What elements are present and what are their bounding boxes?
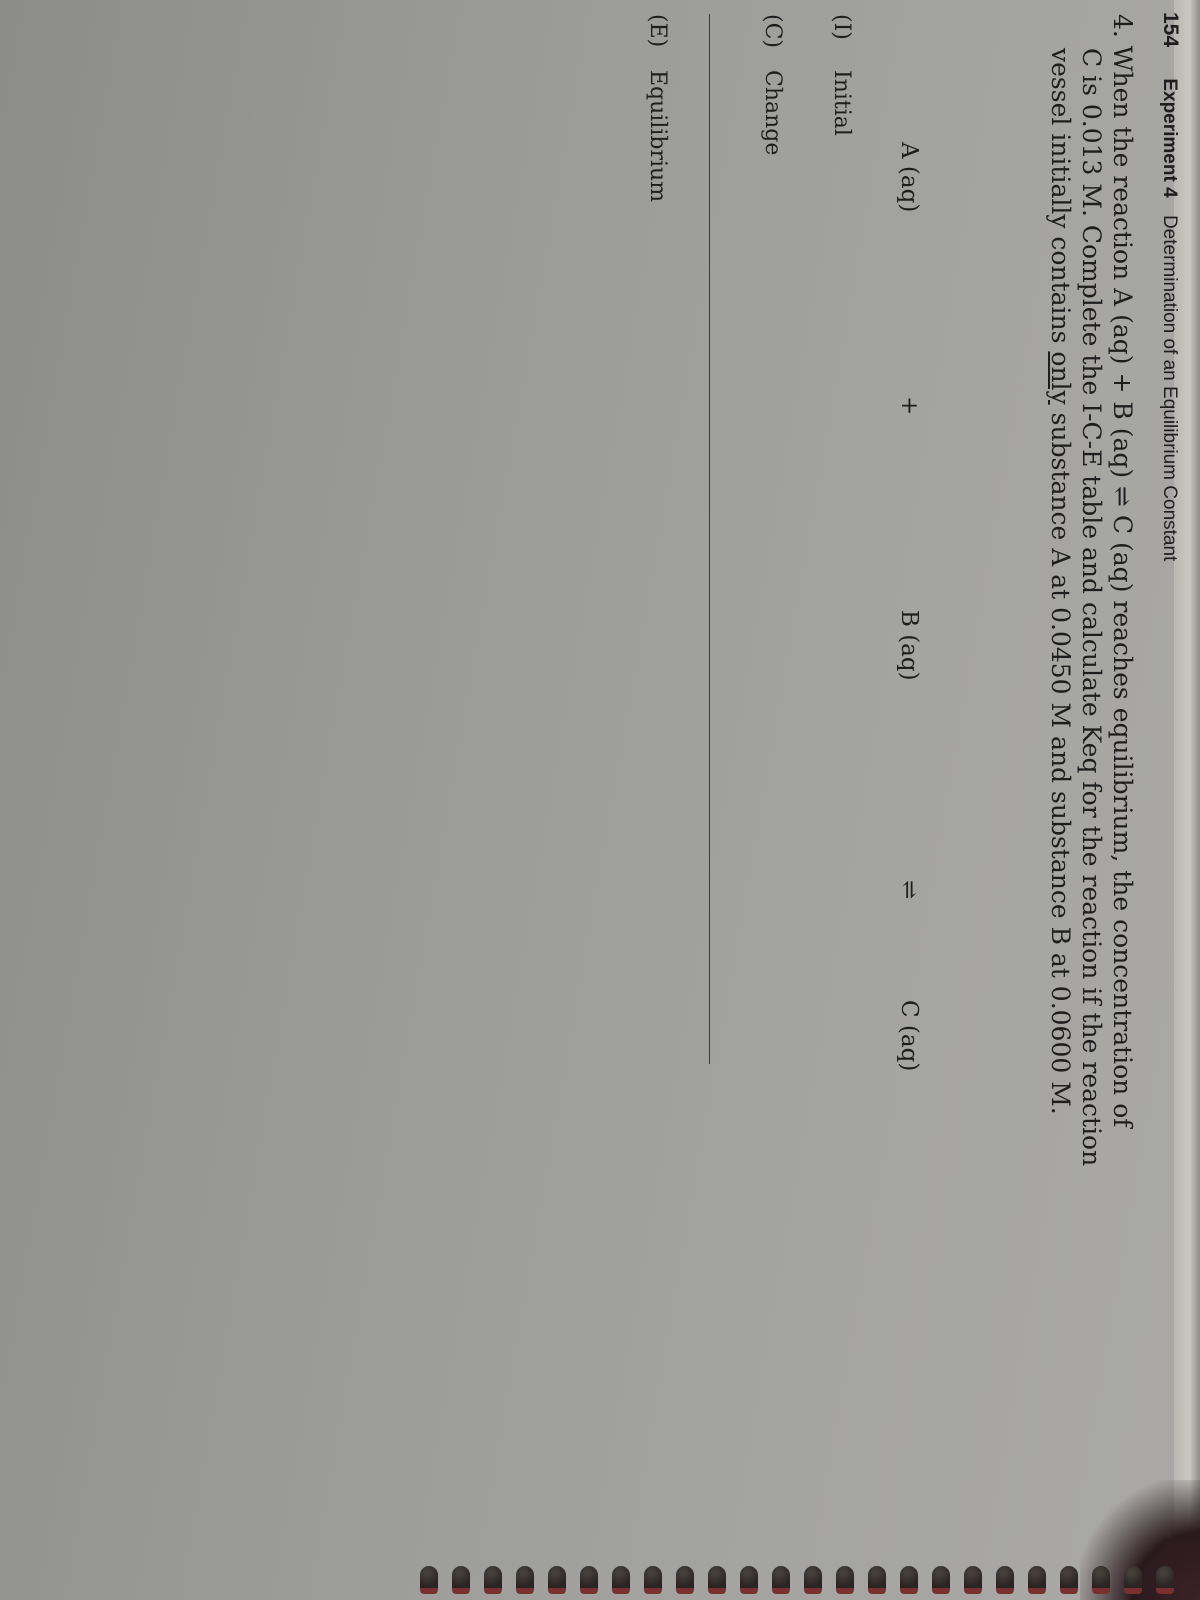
change-row-label: Change bbox=[760, 70, 785, 156]
spiral-coil bbox=[772, 1566, 790, 1594]
spiral-coil bbox=[676, 1566, 694, 1594]
change-row-code: (C) bbox=[760, 14, 785, 48]
spiral-binding bbox=[420, 1566, 1200, 1600]
product-c-header: C (aq) bbox=[896, 1000, 922, 1072]
page-header bbox=[1158, 12, 1182, 561]
equilibrium-arrow: ⇌ bbox=[896, 880, 922, 900]
spiral-coil bbox=[548, 1566, 566, 1594]
spiral-coil bbox=[644, 1566, 662, 1594]
reactant-a-header: A (aq) bbox=[896, 142, 922, 213]
page-number: 154 bbox=[1159, 12, 1182, 48]
spiral-coil bbox=[516, 1566, 534, 1594]
spiral-coil bbox=[868, 1566, 886, 1594]
spiral-coil bbox=[900, 1566, 918, 1594]
spiral-coil bbox=[452, 1566, 470, 1594]
equilibrium-row-label: Equilibrium bbox=[645, 70, 670, 203]
spiral-coil bbox=[580, 1566, 598, 1594]
spiral-coil bbox=[964, 1566, 982, 1594]
spiral-coil bbox=[484, 1566, 502, 1594]
spiral-coil bbox=[932, 1566, 950, 1594]
section-label: Experiment 4 bbox=[1159, 78, 1180, 198]
spiral-coil bbox=[1124, 1566, 1142, 1594]
initial-row-code: (I) bbox=[829, 14, 854, 40]
worksheet-page bbox=[110, 0, 1200, 1500]
spiral-coil bbox=[708, 1566, 726, 1594]
plus-sign: + bbox=[896, 396, 922, 416]
spiral-coil bbox=[1156, 1566, 1174, 1594]
equilibrium-row-code: (E) bbox=[645, 14, 670, 48]
problem-line-1: 4. When the reaction A (aq) + B (aq) ⇌ C (aq) reaches equilibrium, the concentration of bbox=[1108, 14, 1137, 1128]
problem-line-3-start: vessel initially contains bbox=[1046, 48, 1075, 352]
problem-statement bbox=[1045, 14, 1138, 1167]
spiral-coil bbox=[1092, 1566, 1110, 1594]
problem-line-3-end: substance A at 0.0450 M and substance B at 0.0600 M. bbox=[1046, 404, 1075, 1115]
spiral-coil bbox=[612, 1566, 630, 1594]
table-divider-line bbox=[709, 14, 710, 1064]
spiral-coil bbox=[804, 1566, 822, 1594]
spiral-coil bbox=[836, 1566, 854, 1594]
emphasized-word: only bbox=[1046, 351, 1075, 405]
problem-line-3 bbox=[1045, 14, 1076, 1115]
spiral-coil bbox=[1060, 1566, 1078, 1594]
spiral-coil bbox=[1028, 1566, 1046, 1594]
initial-row-label: Initial bbox=[829, 70, 854, 136]
section-title: Determination of an Equilibrium Constant bbox=[1159, 214, 1180, 562]
spiral-coil bbox=[996, 1566, 1014, 1594]
spiral-coil bbox=[740, 1566, 758, 1594]
reactant-b-header: B (aq) bbox=[896, 610, 922, 681]
spiral-coil bbox=[420, 1566, 438, 1594]
problem-line-2: C is 0.013 M. Complete the I-C-E table and calculate Keq for the reaction if the reaction bbox=[1077, 48, 1106, 1167]
